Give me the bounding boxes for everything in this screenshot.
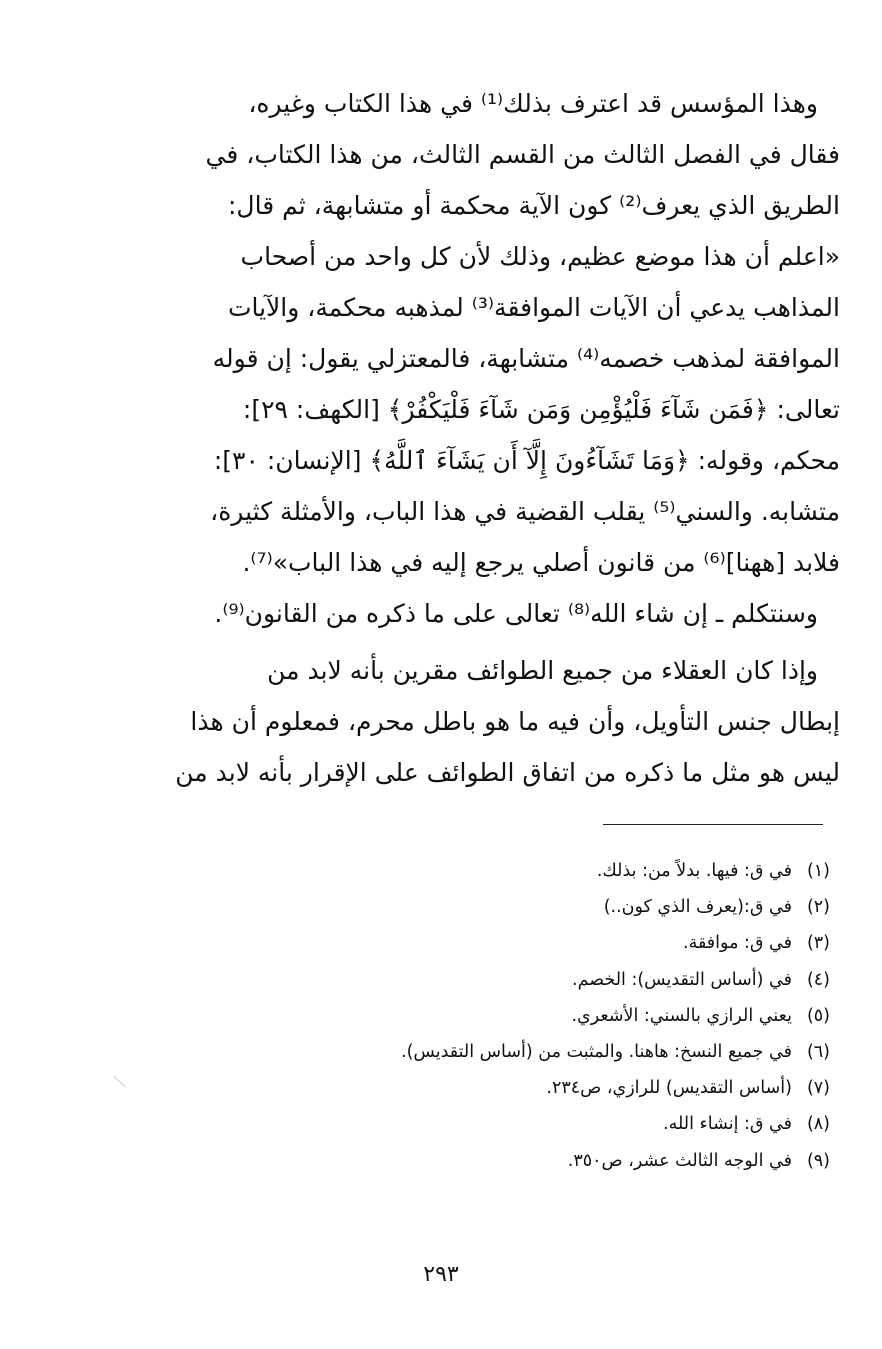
footnote-text: في ق: فيها. بدلاً من: بذلك. — [596, 861, 792, 881]
text-line: فقال في الفصل الثالث من القسم الثالث، من هذا الكتاب، في — [205, 140, 840, 169]
footnote-text: في ق: موافقة. — [683, 933, 792, 954]
text-line: إبطال جنس التأويل، وأن فيه ما هو باطل محرم، فمعلوم أن هذا — [190, 707, 840, 736]
footnote-number: (٩) — [806, 1150, 830, 1171]
footnote-item — [300, 889, 830, 925]
footnote-number: (٥) — [806, 1005, 830, 1026]
footnote-number: (١) — [806, 861, 830, 881]
text-line: وإذا كان العقلاء من جميع الطوائف مقرين بأنه لابد من — [267, 656, 818, 685]
footnote-text: يعني الرازي بالسني: الأشعري. — [571, 1005, 792, 1026]
main-text — [148, 78, 840, 798]
footnote-item — [300, 998, 830, 1034]
footnote-text: (أساس التقديس) للرازي، ص٢٣٤. — [546, 1078, 792, 1099]
footnote-item — [300, 853, 830, 889]
footnote-item — [300, 1034, 830, 1070]
footnote-item — [300, 1143, 830, 1179]
footnote-number: (٤) — [806, 969, 830, 990]
footnote-text: في جميع النسخ: هاهنا. والمثبت من (أساس التقديس). — [401, 1041, 792, 1062]
footnote-number: (٦) — [806, 1041, 830, 1062]
text-line: فلابد [ههنا]⁽⁶⁾ من قانون أصلي يرجع إليه في هذا الباب»⁽⁷⁾. — [242, 548, 840, 577]
text-line: محكم، وقوله: ﴿وَمَا تَشَآءُونَ إِلَّآ أَن يَشَآءَ ٱللَّهُ﴾ [الإنسان: ٣٠]: — [213, 446, 840, 475]
footnote-number: (٨) — [806, 1114, 830, 1135]
footnote-number: (٧) — [806, 1078, 830, 1099]
text-line: متشابه. والسني⁽⁵⁾ يقلب القضية في هذا الباب، والأمثلة كثيرة، — [210, 497, 840, 526]
footnote-number: (٣) — [806, 933, 830, 954]
text-line: الطريق الذي يعرف⁽²⁾ كون الآية محكمة أو متشابهة، ثم قال: — [228, 191, 840, 220]
text-line: ليس هو مثل ما ذكره من اتفاق الطوائف على الإقرار بأنه لابد من — [175, 758, 840, 787]
footnote-item — [300, 1106, 830, 1142]
footnote-divider — [603, 824, 823, 825]
text-line: المذاهب يدعي أن الآيات الموافقة⁽³⁾ لمذهبه محكمة، والآيات — [227, 293, 840, 322]
page-number: ٢٩٣ — [423, 1262, 459, 1287]
footnote-number: (٢) — [806, 897, 830, 918]
footnote-item — [300, 962, 830, 998]
text-line: «اعلم أن هذا موضع عظيم، وذلك لأن كل واحد من أصحاب — [240, 242, 840, 271]
text-line: وسنتكلم ـ إن شاء الله⁽⁸⁾ تعالى على ما ذكره من القانون⁽⁹⁾. — [214, 599, 818, 628]
footnote-text: في ق:(يعرف الذي كون..) — [603, 897, 792, 918]
footnotes-list — [300, 853, 830, 1179]
footnote-item — [300, 925, 830, 961]
text-line: الموافقة لمذهب خصمه⁽⁴⁾ متشابهة، فالمعتزلي يقول: إن قوله — [212, 344, 840, 373]
scan-artifact — [114, 1076, 127, 1087]
footnote-text: في الوجه الثالث عشر، ص٣٥٠. — [567, 1150, 792, 1171]
footnote-item — [300, 1070, 830, 1106]
footnote-text: في (أساس التقديس): الخصم. — [572, 969, 792, 990]
footnote-text: في ق: إنشاء الله. — [663, 1114, 792, 1135]
text-line: تعالى: ﴿فَمَن شَآءَ فَلْيُؤْمِن وَمَن شَآءَ فَلْيَكْفُرْ﴾ [الكهف: ٢٩]: — [242, 395, 840, 424]
text-line: وهذا المؤسس قد اعترف بذلك⁽¹⁾ في هذا الكتاب وغيره، — [248, 89, 818, 118]
